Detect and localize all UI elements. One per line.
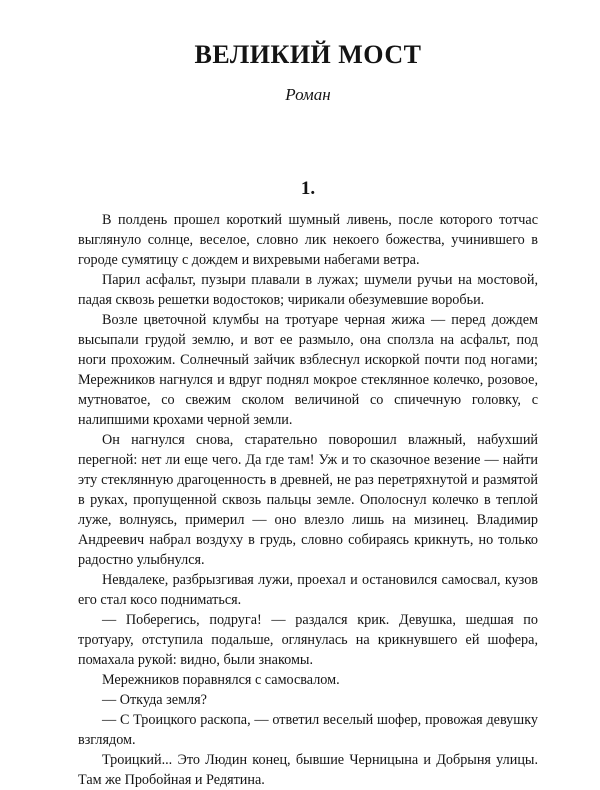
paragraph: Возле цветочной клумбы на тротуаре черная жижа — перед дождем высыпали грудой землю, и вот ее размыло, она сползла на асфальт, под ноги прохожим. Солнечный зайчик взблеснул искоркой почти под ногами; Мережников нагнулся и вдруг поднял мокрое стеклянное колечко, розовое, мутноватое, со свежим сколом величиной со спичечную головку, с налипшими крохами черной земли. bbox=[78, 312, 538, 428]
paragraph: — Откуда земля? bbox=[102, 692, 207, 708]
paragraph: Он нагнулся снова, старательно поворошил влажный, набухший перегной: нет ли еще чего. Да где там! Уж и то сказочное везение — найти эту стеклянную драгоценность в древней, не раз перетряхнутой и размятой в руках, пропущенной сквозь пальцы земле. Ополоснул колечко в теплой луже, волнуясь, примерил — оно влезло лишь на мизинец. Владимир Андреевич набрал воздуху в грудь, словно собираясь крикнуть, но только радостно улыбнулся. bbox=[78, 432, 538, 568]
body-text bbox=[78, 210, 538, 790]
paragraph: — Поберегись, подруга! — раздался крик. Девушка, шедшая по тротуару, отступила подальше, оглянулась на крикнувшего ей шофера, помахала рукой: видно, были знакомы. bbox=[78, 612, 538, 668]
paragraph: Троицкий... Это Людин конец, бывшие Черницына и Добрыня улицы. Там же Пробойная и Редятина. bbox=[78, 752, 538, 788]
paragraph: Невдалеке, разбрызгивая лужи, проехал и остановился самосвал, кузов его стал косо подниматься. bbox=[78, 572, 538, 608]
book-title: ВЕЛИКИЙ МОСТ bbox=[194, 40, 422, 69]
paragraph: Мережников поравнялся с самосвалом. bbox=[102, 672, 340, 688]
paragraph: — С Троицкого раскопа, — ответил веселый шофер, провожая девушку взглядом. bbox=[78, 712, 538, 748]
paragraph: Парил асфальт, пузыри плавали в лужах; шумели ручьи на мостовой, падая сквозь решетки водостоков; чирикали обезумевшие воробьи. bbox=[78, 272, 538, 308]
book-subtitle: Роман bbox=[285, 85, 331, 104]
chapter-number: 1. bbox=[300, 178, 316, 199]
paragraph: В полдень прошел короткий шумный ливень, после которого тотчас выглянуло солнце, веселое, словно лик некоего божества, учинившего в городе сумятицу с дождем и вихревыми набегами ветра. bbox=[78, 212, 538, 268]
